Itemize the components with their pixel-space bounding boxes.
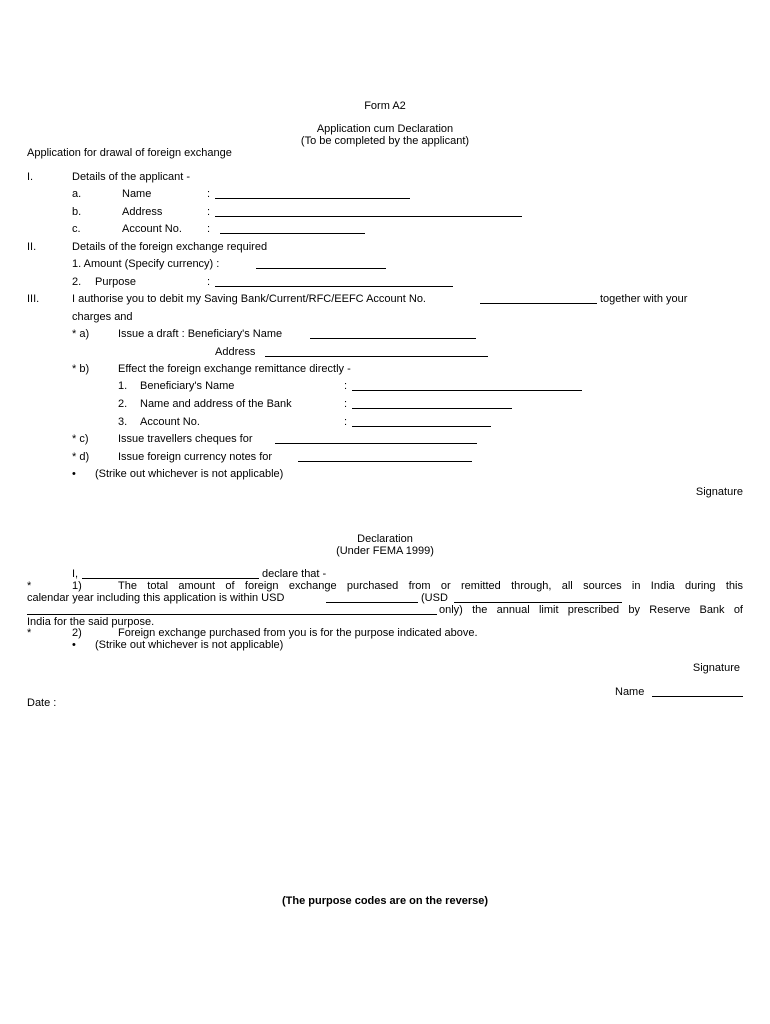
currency-notes-field[interactable] [298,461,472,462]
remit-bank-label: Name and address of the Bank [140,398,292,410]
name-label: Name [122,188,152,200]
authorise-text: I authorise you to debit my Saving Bank/Current/RFC/EEFC Account No. [72,293,426,305]
declarant-name-sign-field[interactable] [652,696,743,697]
usd-amount-field[interactable] [326,602,418,603]
address-colon: : [207,206,211,218]
option-d-mark: * d) [72,451,90,463]
name-letter: a. [72,188,82,200]
account-label: Account No. [122,223,182,235]
para-2-text: Foreign exchange purchased from you is for the purpose indicated above. [118,627,478,639]
declare-i: I, [72,568,79,580]
para-1-star: * [27,580,32,592]
para-1-number: 1) [72,580,82,592]
applicant-name-field[interactable] [215,198,410,199]
section-2-number: II. [27,241,37,253]
section-2-heading: Details of the foreign exchange required [72,241,268,253]
declaration-strike-bullet: • [72,639,76,651]
option-b-text: Effect the foreign exchange remittance directly - [118,363,351,375]
declaration-strike-note: (Strike out whichever is not applicable) [95,639,284,651]
remit-beneficiary-field[interactable] [352,390,582,391]
purpose-number: 2. [72,276,82,288]
declaration-subtitle: (Under FEMA 1999) [336,545,434,557]
address-label: Address [122,206,163,218]
form-number: Form A2 [364,100,406,112]
para-1-line-4: India for the said purpose. [27,616,155,628]
remit-item-2-number: 2. [118,398,128,410]
para-1-line-3: only) the annual limit prescribed by Reserve Bank of [439,604,743,616]
strike-bullet: • [72,468,76,480]
usd-words-field-2[interactable] [27,614,437,615]
form-title: Application cum Declaration [316,123,454,135]
form-subtitle: (To be completed by the applicant) [300,135,470,147]
declarant-name-label: Name [615,686,645,698]
section-1-number: I. [27,171,34,183]
para-2-number: 2) [72,627,82,639]
amount-label: 1. Amount (Specify currency) : [72,258,220,270]
remit-account-field[interactable] [352,426,491,427]
form-purpose: Application for drawal of foreign exchange [27,147,232,159]
para-1-usd-paren: (USD [421,592,448,604]
option-a-text: Issue a draft : Beneficiary's Name [118,328,283,340]
date-label: Date : [27,697,57,709]
remit-account-colon: : [344,416,348,428]
applicant-address-field[interactable] [215,216,522,217]
option-a-mark: * a) [72,328,90,340]
option-c-text: Issue travellers cheques for [118,433,253,445]
para-2-star: * [27,627,32,639]
declaration-title: Declaration [357,533,413,545]
remit-item-1-number: 1. [118,380,128,392]
travellers-cheques-field[interactable] [275,443,477,444]
remit-beneficiary-colon: : [344,380,348,392]
remit-item-3-number: 3. [118,416,128,428]
address-letter: b. [72,206,82,218]
para-1-line-2: calendar year including this application is within USD [27,592,285,604]
applicant-account-field[interactable] [220,233,365,234]
draft-address-label: Address [215,346,256,358]
debit-account-field[interactable] [480,303,597,304]
strike-note: (Strike out whichever is not applicable) [95,468,284,480]
draft-beneficiary-field[interactable] [310,338,476,339]
declarant-signature-label: Signature [692,662,740,674]
remit-bank-field[interactable] [352,408,512,409]
purpose-label: Purpose [95,276,136,288]
reverse-note: (The purpose codes are on the reverse) [281,895,488,907]
declare-that: declare that - [262,568,327,580]
purpose-field[interactable] [215,286,453,287]
purpose-colon: : [207,276,211,288]
account-letter: c. [72,223,81,235]
option-c-mark: * c) [72,433,89,445]
charges-text: charges and [72,311,133,323]
remit-beneficiary-label: Beneficiary's Name [140,380,235,392]
usd-words-field-1[interactable] [454,602,622,603]
amount-field[interactable] [256,268,386,269]
applicant-signature-label: Signature [695,486,743,498]
section-3-number: III. [27,293,40,305]
section-1-heading: Details of the applicant - [72,171,191,183]
name-colon: : [207,188,211,200]
declarant-name-field[interactable] [82,578,259,579]
authorise-text-end: together with your [600,293,688,305]
para-1-line-1: The total amount of foreign exchange purchased from or remitted through, all sources in India during this [118,580,743,592]
draft-address-field[interactable] [265,356,488,357]
option-d-text: Issue foreign currency notes for [118,451,273,463]
remit-account-label: Account No. [140,416,200,428]
option-b-mark: * b) [72,363,90,375]
remit-bank-colon: : [344,398,348,410]
account-colon: : [207,223,211,235]
